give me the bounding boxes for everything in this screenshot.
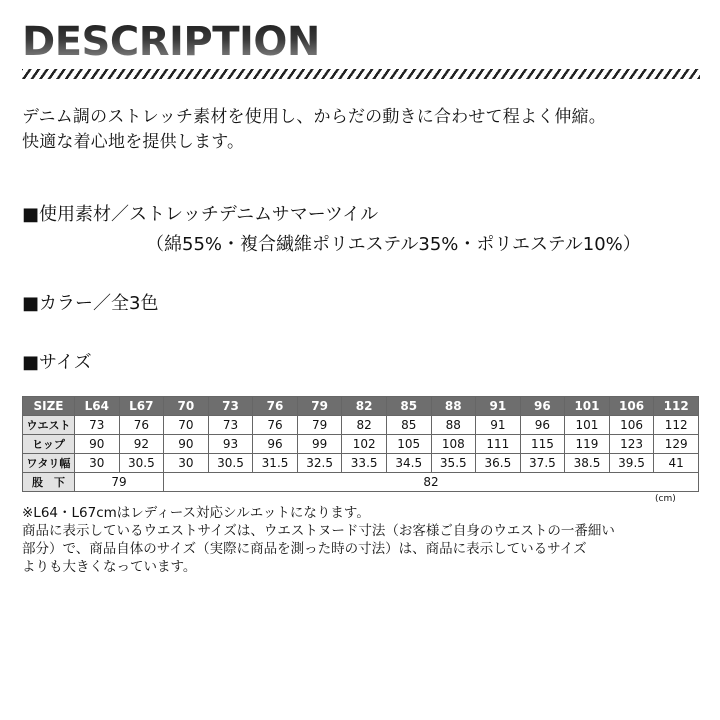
table-cell: 112: [654, 416, 699, 435]
size-table: [22, 396, 699, 492]
size-header-cell: SIZE: [23, 397, 75, 416]
table-cell: 30: [75, 454, 120, 473]
table-cell: 35.5: [431, 454, 476, 473]
table-cell: 34.5: [386, 454, 431, 473]
row-label: ヒップ: [23, 435, 75, 454]
table-cell: 82: [164, 473, 699, 492]
table-cell: 85: [386, 416, 431, 435]
table-cell: 88: [431, 416, 476, 435]
table-cell: 90: [164, 435, 209, 454]
table-cell: 79: [297, 416, 342, 435]
table-cell: 73: [208, 416, 253, 435]
size-header-row: [23, 397, 699, 416]
size-header-cell: 79: [297, 397, 342, 416]
table-cell: 41: [654, 454, 699, 473]
table-cell: 105: [386, 435, 431, 454]
table-cell: 91: [476, 416, 521, 435]
table-cell: 106: [609, 416, 654, 435]
title-stripe-divider: [22, 69, 700, 79]
table-cell: 96: [253, 435, 298, 454]
table-cell: 129: [654, 435, 699, 454]
table-cell: 70: [164, 416, 209, 435]
table-cell: 37.5: [520, 454, 565, 473]
size-heading: ■サイズ: [22, 352, 92, 373]
size-header-cell: 73: [208, 397, 253, 416]
note-line: 部分）で、商品自体のサイズ（実際に商品を測った時の寸法）は、商品に表示しているサイズ: [22, 541, 587, 557]
row-label: ウエスト: [23, 416, 75, 435]
notes-text: [22, 504, 712, 576]
size-header-cell: 106: [609, 397, 654, 416]
table-cell: 101: [565, 416, 610, 435]
size-header-cell: 101: [565, 397, 610, 416]
table-row-hip: [23, 435, 699, 454]
table-cell: 115: [520, 435, 565, 454]
table-cell: 102: [342, 435, 387, 454]
row-label: ワタリ幅: [23, 454, 75, 473]
size-header-cell: 96: [520, 397, 565, 416]
table-cell: 76: [119, 416, 164, 435]
table-cell: 82: [342, 416, 387, 435]
size-header-cell: 88: [431, 397, 476, 416]
table-cell: 30.5: [119, 454, 164, 473]
color-count-line: ■カラー／全3色: [22, 293, 159, 314]
table-cell: 92: [119, 435, 164, 454]
table-cell: 73: [75, 416, 120, 435]
size-header-cell: 76: [253, 397, 298, 416]
table-cell: 99: [297, 435, 342, 454]
size-header-cell: 82: [342, 397, 387, 416]
material-composition: （綿55%・複合繊維ポリエステル35%・ポリエステル10%）: [146, 234, 641, 255]
table-cell: 93: [208, 435, 253, 454]
table-cell: 90: [75, 435, 120, 454]
section-title: DESCRIPTION: [22, 19, 320, 65]
unit-label: (cm): [655, 494, 676, 504]
table-cell: 38.5: [565, 454, 610, 473]
table-cell: 30: [164, 454, 209, 473]
size-header-cell: L64: [75, 397, 120, 416]
size-header-cell: 91: [476, 397, 521, 416]
size-header-cell: 85: [386, 397, 431, 416]
table-cell: 96: [520, 416, 565, 435]
note-line: ※L64・L67cmはレディース対応シルエットになります。: [22, 505, 370, 521]
table-cell: 123: [609, 435, 654, 454]
size-header-cell: 70: [164, 397, 209, 416]
size-header-cell: 112: [654, 397, 699, 416]
table-cell: 111: [476, 435, 521, 454]
size-header-cell: L67: [119, 397, 164, 416]
table-row-inseam: [23, 473, 699, 492]
table-cell: 30.5: [208, 454, 253, 473]
table-cell: 33.5: [342, 454, 387, 473]
table-cell: 39.5: [609, 454, 654, 473]
table-row-waist: [23, 416, 699, 435]
note-line: 商品に表示しているウエストサイズは、ウエストヌード寸法（お客様ご自身のウエストの一番細い: [22, 523, 615, 539]
note-line: よりも大きくなっています。: [22, 559, 197, 575]
table-cell: 76: [253, 416, 298, 435]
table-cell: 32.5: [297, 454, 342, 473]
table-cell: 108: [431, 435, 476, 454]
table-cell: 36.5: [476, 454, 521, 473]
description-text: [22, 105, 702, 155]
table-cell: 79: [75, 473, 164, 492]
table-cell: 119: [565, 435, 610, 454]
table-cell: 31.5: [253, 454, 298, 473]
row-label: 股 下: [23, 473, 75, 492]
table-row-thigh-width: [23, 454, 699, 473]
material-line: ■使用素材／ストレッチデニムサマーツイル: [22, 204, 379, 225]
description-line: 快適な着心地を提供します。: [22, 132, 245, 152]
description-line: デニム調のストレッチ素材を使用し、からだの動きに合わせて程よく伸縮。: [22, 107, 606, 127]
